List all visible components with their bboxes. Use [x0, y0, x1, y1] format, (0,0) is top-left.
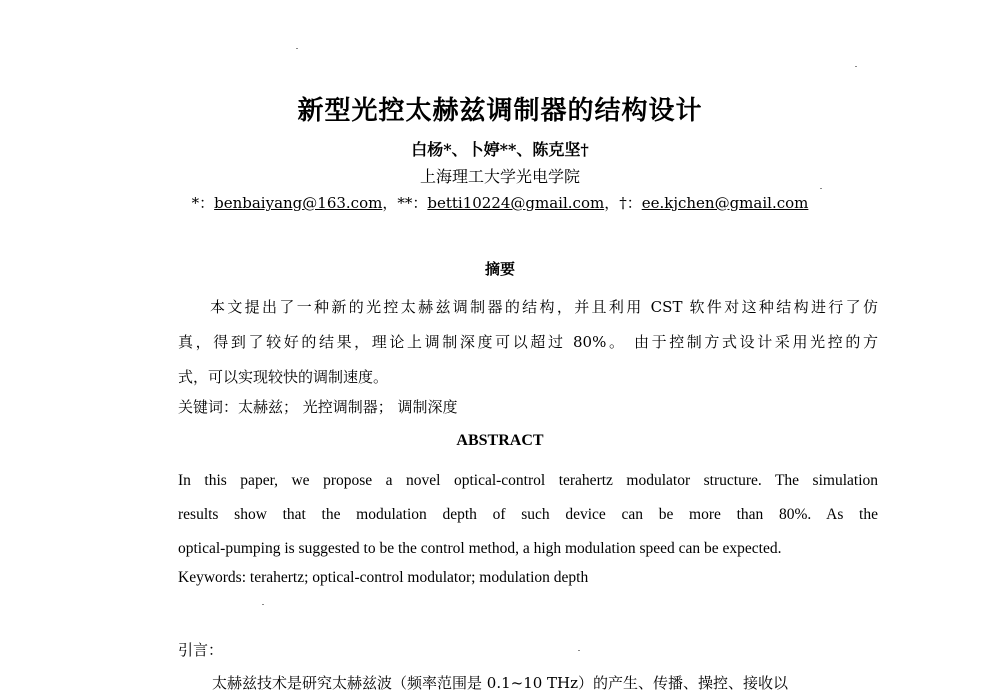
- scan-speck: [820, 188, 822, 189]
- paper-title: 新型光控太赫兹调制器的结构设计: [297, 96, 703, 126]
- intro-first-line: 太赫兹技术是研究太赫兹波（频率范围是 0.1~10 THz）的产生、传播、操控、接收以: [212, 674, 789, 692]
- author-list: 白杨*、卜婷**、陈克坚†: [411, 140, 589, 159]
- abstract-en-line: In this paper, we propose a novel optical-control terahertz modulator structure. The simulation: [178, 472, 878, 489]
- abstract-cn-line: 式，可以实现较快的调制速度。: [178, 368, 389, 386]
- scan-speck: [855, 66, 857, 67]
- email-link-2[interactable]: betti10224@gmail.com: [427, 194, 605, 212]
- email-separator-2: ，†：: [604, 194, 642, 212]
- keywords-en: Keywords: terahertz; optical-control modulator; modulation depth: [178, 569, 589, 586]
- abstract-en-heading: ABSTRACT: [456, 432, 544, 449]
- scan-speck: [296, 48, 298, 49]
- keywords-cn: 关键词：太赫兹； 光控调制器； 调制深度: [178, 398, 458, 416]
- abstract-cn-body: [178, 290, 878, 395]
- email-prefix-1: *：: [191, 194, 215, 212]
- affiliation: 上海理工大学光电学院: [419, 167, 580, 186]
- abstract-en-body: [178, 464, 878, 566]
- email-link-3[interactable]: ee.kjchen@gmail.com: [641, 194, 809, 212]
- email-link-1[interactable]: benbaiyang@163.com: [214, 194, 383, 212]
- abstract-en-line: optical-pumping is suggested to be the control method, a high modulation speed can be expected.: [178, 540, 782, 557]
- email-separator-1: ，**：: [382, 194, 428, 212]
- abstract-en-line: results show that the modulation depth of such device can be more than 80%. As the: [178, 506, 878, 523]
- intro-heading: 引言：: [178, 641, 224, 659]
- scan-speck: [262, 604, 264, 605]
- abstract-cn-line: 本文提出了一种新的光控太赫兹调制器的结构，并且利用 CST 软件对这种结构进行了仿: [210, 298, 878, 316]
- abstract-cn-line: 真，得到了较好的结果，理论上调制深度可以超过 80%。 由于控制方式设计采用光控的方: [178, 333, 878, 351]
- scan-speck: [578, 650, 580, 651]
- abstract-cn-heading: 摘要: [484, 260, 515, 278]
- contact-emails: [0, 192, 1000, 213]
